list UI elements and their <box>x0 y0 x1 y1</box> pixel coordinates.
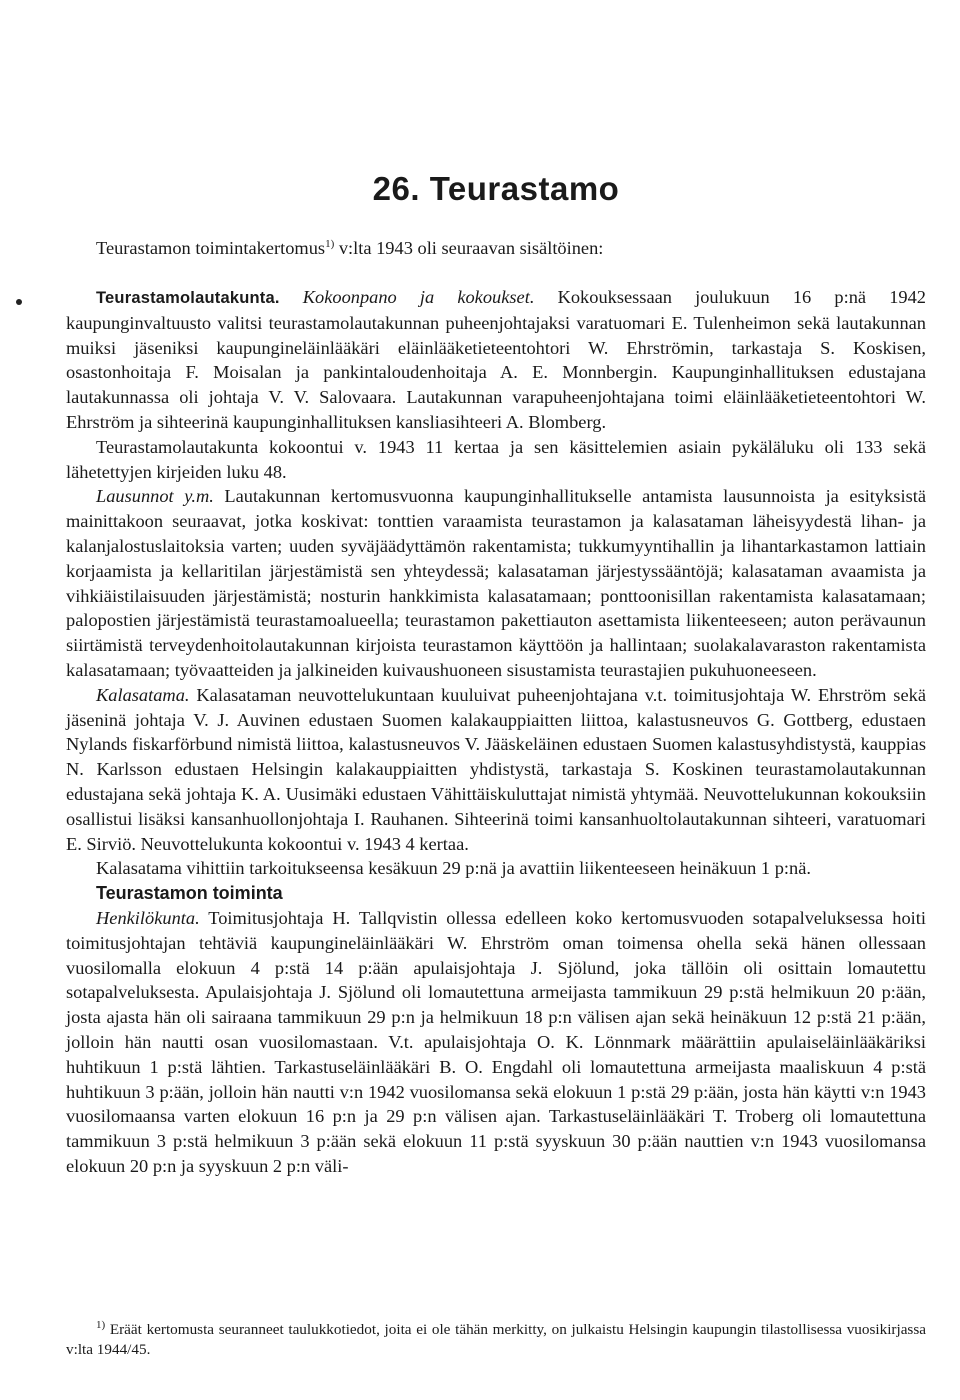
paragraph-kalasatama-avaus: Kalasatama vihittiin tarkoitukseensa kesäkuun 29 p:nä ja avattiin liikenteeseen heinäkuun 1 p:nä. <box>96 858 811 879</box>
intro-text: Teurastamon toimintakertomus <box>96 238 326 258</box>
footnote <box>66 1320 926 1360</box>
intro-text-end: v:lta 1943 oli seuraavan sisältöinen: <box>334 238 604 258</box>
margin-dot <box>16 299 22 305</box>
footnote-text: Eräät kertomusta seuranneet taulukkotiedot, joita ei ole tähän merkitty, on julkaistu Helsingin kaupungin tilastollisessa vuosikirjassa v:lta 1944/45. <box>66 1321 926 1358</box>
paragraph-text: Toimitusjohtaja H. Tallqvistin ollessa edelleen koko kertomusvuoden sotapalveluksessa hoiti toimitusjohtajan tehtäviä kaupungineläinlääkäri W. Ehrström oman toimensa ohella sekä hänen ollessaan vuosilomalla elokuun 4 p:stä 14 p:ään apulaisjohtaja J. Sjölund, joka tällöin oli osittain lomautettu sotapalveluksesta. Apulaisjohtaja J. Sjölund oli lomautettuna armeijasta tammikuun 29 p:stä helmikuun 20 p:ään, josta ajasta hän oli sairaana tammikuun 29 p:n ja helmikuun 18 p:n välisen ajan sekä heinäkuun 12 p:stä 21 p:ään, jolloin hän nautti osan vuosilomastaan. V.t. apulaisjohtaja O. K. Lönnmark määrättiin apulaiseläinlääkäriksi huhtikuun 1 p:stä lähtien. Tarkastuseläinlääkäri B. O. Engdahl oli lomautettuna armeijasta maaliskuun 4 p:stä huhtikuun 3 p:ään, jolloin hän nautti v:n 1942 vuosilomansa sekä elokuun 1 p:stä 29 p:ään, josta hän käytti v:n 1943 vuosilomaansa varten elokuun 16 p:n ja 29 p:n välisen ajan. Tarkastuseläinlääkäri T. Troberg oli lomautettuna tammikuun 3 p:stä helmikuun 3 p:ään sekä elokuun 11 p:stä syyskuun 30 p:ään nauttien v:n 1943 vuosilomansa elokuun 20 p:n ja syyskuun 2 p:n väli- <box>66 907 926 1176</box>
paragraph-text: Kalasataman neuvottelukuntaan kuuluivat puheenjohtajana v.t. toimitusjohtaja W. Ehrström sekä jäseninä johtaja V. J. Auvinen edustaen Suomen kalakauppiaitten liittoa, kalastusneuvos G. Gottberg, edustaen Nylands fiskarförbund nimistä liittoa, kalastusneuvos V. Jääskeläinen edustaen Suomen kalastusyhdistystä, kauppias N. Karlsson edustaen Helsingin kalakauppiaitten yhdistystä, tarkastaja S. Koskinen teurastamolautakunnan edustajana sekä johtaja K. A. Uusimäki edustaen Vähittäiskuluttajat nimistä yhtymää. Neuvottelukunnan kokouksiin osallistui lisäksi kansanhuollonjohtaja I. Rauhanen. Sihteerinä toimi kansanhuoltolautakunnan sihteeri, varatuomari E. Sirviö. Neuvottelukunta kokoontui v. 1943 4 kertaa. <box>66 684 926 854</box>
paragraph-kokoukset: Teurastamolautakunta kokoontui v. 1943 11 kertaa ja sen käsittelemien asiain pykäläluku oli 133 sekä lähetettyjen kirjeiden luku 48. <box>66 436 926 482</box>
paragraph-lautakunta <box>66 285 926 435</box>
paragraph-henkilokunta <box>66 906 926 1179</box>
subheading-henkilokunta: Henkilökunta. <box>96 907 200 928</box>
section-heading-lautakunta: Teurastamolautakunta. <box>96 289 280 307</box>
subheading-kalasatama: Kalasatama. <box>96 684 190 705</box>
paragraph-kalasatama <box>66 683 926 857</box>
paragraph-text: Kokouksessaan joulukuun 16 p:nä 1942 kaupunginvaltuusto valitsi teurastamolautakunnan puheenjohtajaksi varatuomari E. Tulenheimon sekä lautakunnan muiksi jäseniksi kaupungineläinlääkäri eläinlääketieteentohtori W. Ehrströmin, tarkastaja S. Koskisen, osastonhoitaja F. Moisalan ja pankintaloudenhoitaja A. E. Monnbergin. Kaupunginhallituksen edustajana lautakunnassa oli johtaja V. V. Salovaara. Lautakunnan varapuheenjohtajana toimi eläinlääketieteentohtori W. Ehrström ja sihteerinä kaupunginhallituksen kansliasihteeri A. Blomberg. <box>66 287 926 432</box>
chapter-title: 26. Teurastamo <box>372 170 620 207</box>
document-page <box>66 0 926 1400</box>
subheading-lausunnot: Lausunnot y.m. <box>96 486 214 507</box>
paragraph-text: Lautakunnan kertomusvuonna kaupunginhallitukselle antamista lausunnoista ja esityksistä mainittakoon seuraavat, jotka koskivat: tonttien varaamista teurastamon ja kalasataman läheisyydestä lihan- ja kalanjalostuslaitoksia varten; uuden syväjäädyttämön rakentamista; tukkumyyntihallin ja lihantarkastamon lattiain korjaamista ja kellaritilan järjestämistä sen yhteydessä; kalasataman järjestyssääntöjä; kalasataman avaamista ja vihkiäistilaisuuden järjestämistä; nosturin hankkimista kalasatamaan; ponttoonisillan rakentamista kalasatamaan; palopostien järjestämistä teurastamoalueella; teurastamon pakettiauton asettamista liikenteeseen; auton perävaunun siirtämistä terveydenhoitolautakunnan kirjoista teurastamon käyttöön ja hallintaan; suolakalavaraston rakentamista kalasatamaan; työvaatteiden ja jalkineiden kuivaushuoneen sisustamista teurastajien pukuhuoneeseen. <box>66 486 927 680</box>
intro-paragraph <box>66 236 926 261</box>
footnote-reference: 1) <box>325 237 335 250</box>
paragraph-lausunnot <box>66 484 926 682</box>
body-text <box>66 285 926 1179</box>
footnote-mark: 1) <box>96 1318 106 1331</box>
subheading-kokoonpano: Kokoonpano ja kokoukset. <box>302 287 535 307</box>
section-heading-toiminta: Teurastamon toiminta <box>96 883 283 904</box>
